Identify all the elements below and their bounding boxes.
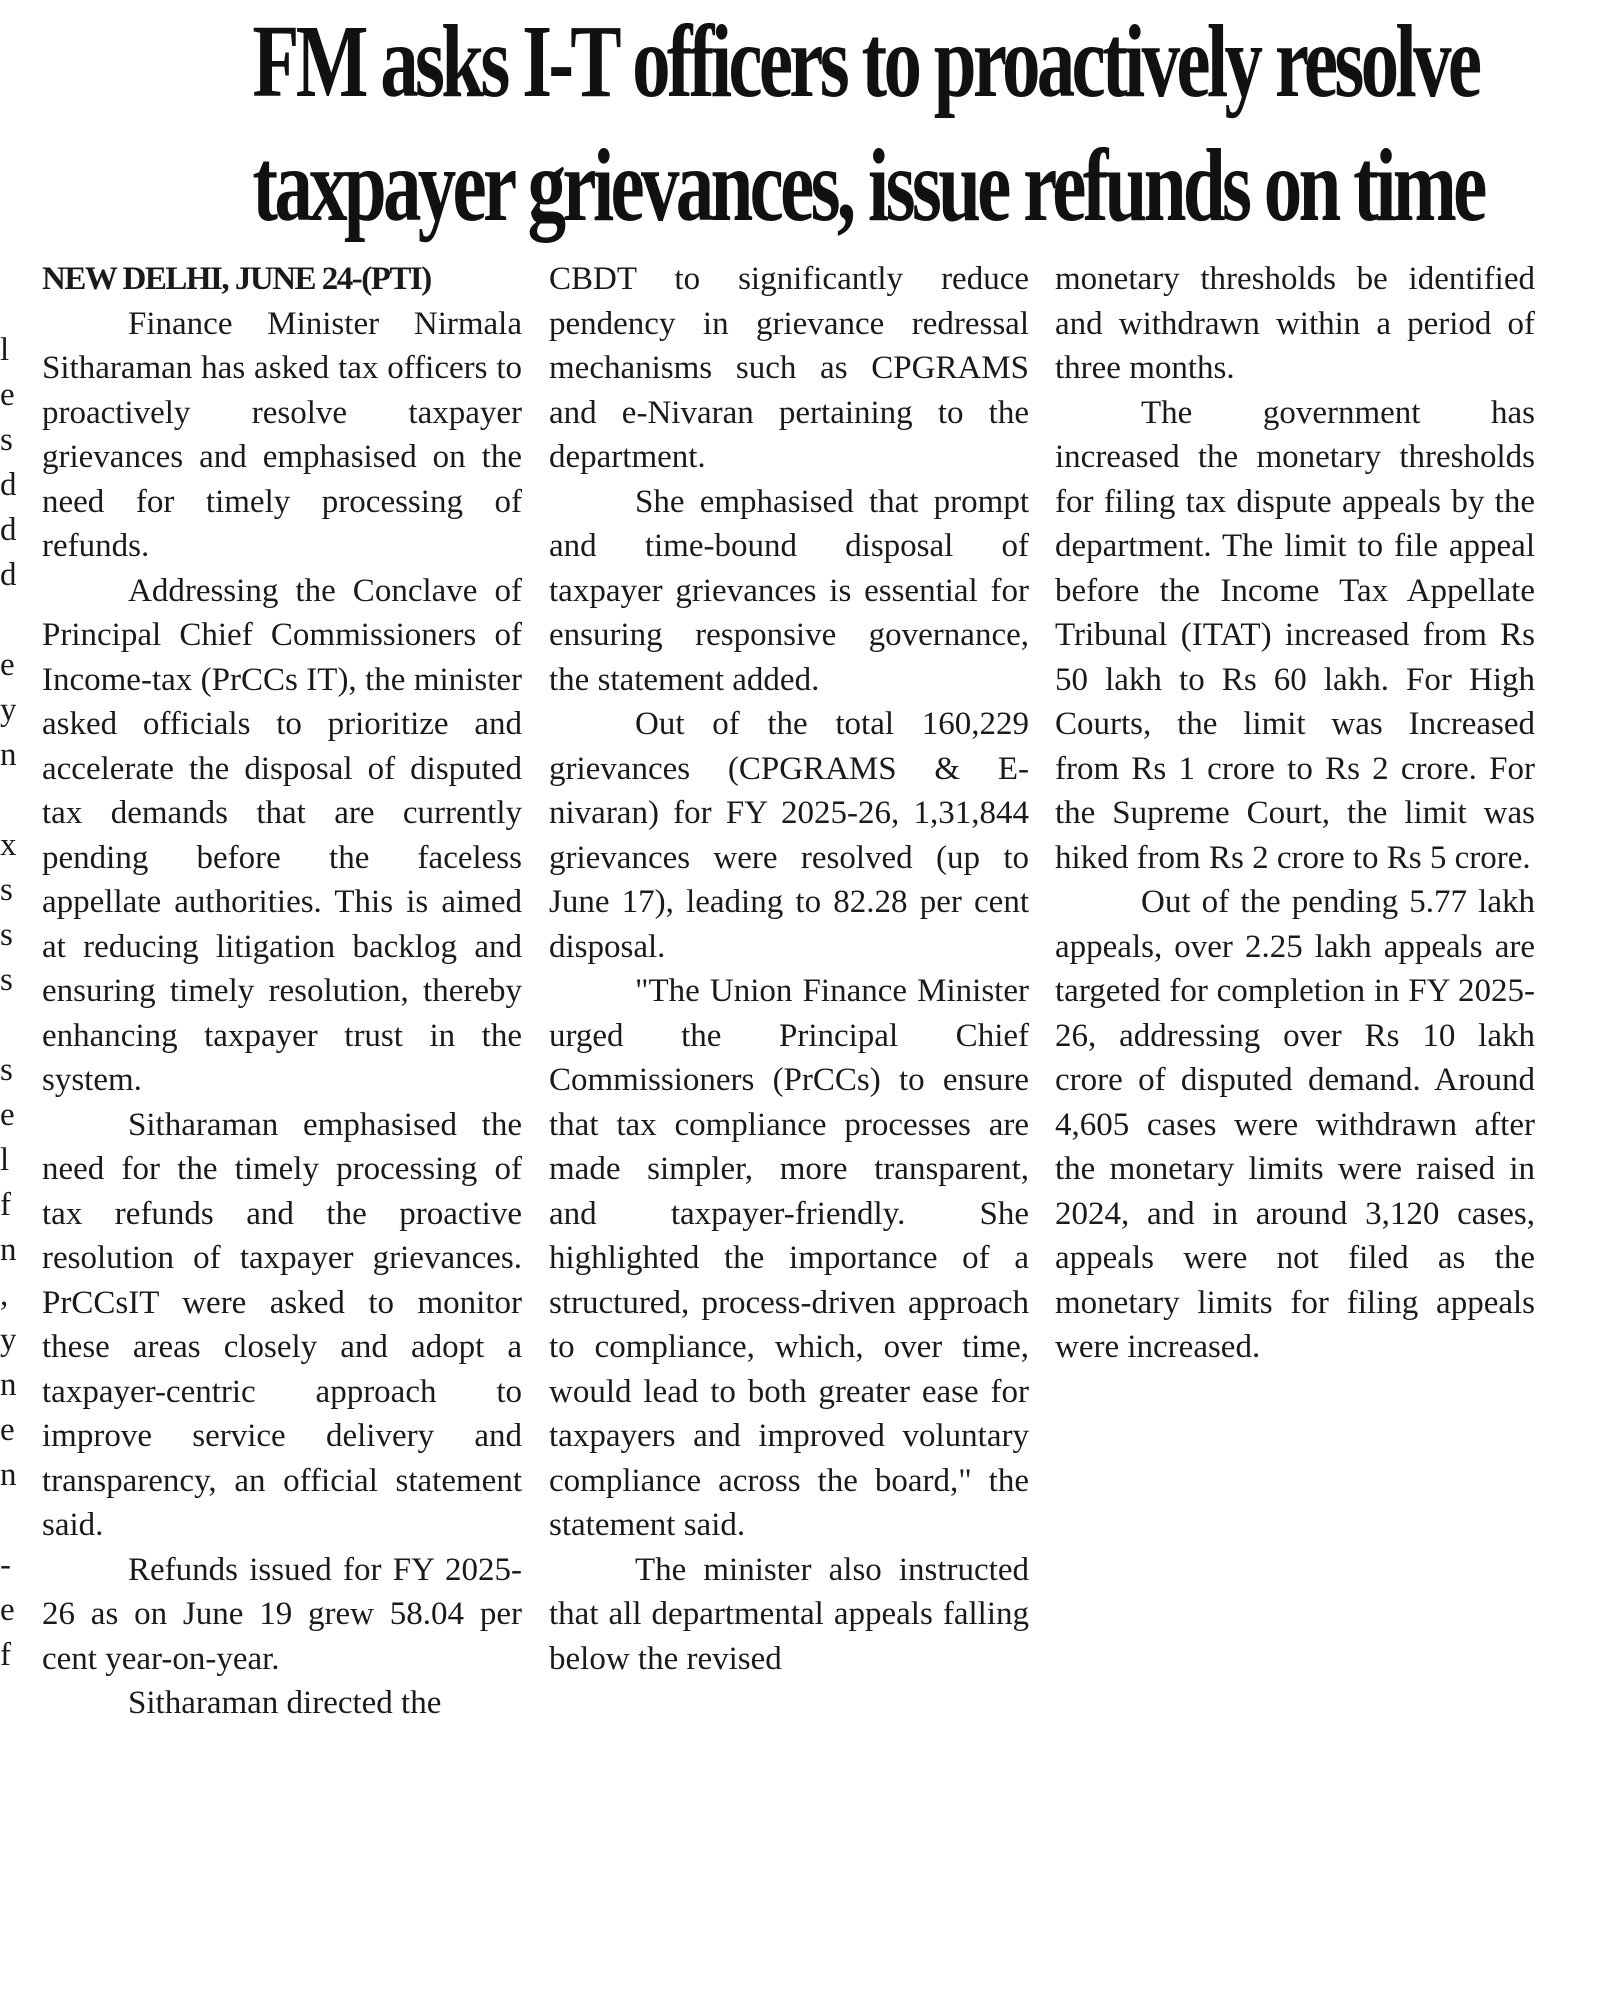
dateline-text: NEW DELHI, JUNE 24-(PTI): [42, 261, 431, 297]
edge-fragment: n: [0, 737, 16, 773]
edge-fragment: x: [0, 827, 16, 863]
edge-fragment: e: [0, 1097, 15, 1133]
article-paragraph: She emphasised that prompt and time-bound disposal of taxpayer grievances is essential for ensuring responsive governance, the statement added.: [549, 483, 1029, 698]
edge-fragment: s: [0, 962, 13, 998]
headline-line-1: FM asks I-T officers to proactively resolve: [252, 4, 1479, 119]
edge-fragment: e: [0, 1592, 15, 1628]
edge-fragment: f: [0, 1637, 11, 1673]
edge-fragment: l: [0, 1142, 10, 1178]
article-paragraph: Refunds issued for FY 2025-26 as on June 19 grew 58.04 per cent year-on-year.: [42, 1551, 522, 1677]
edge-fragment: y: [0, 692, 16, 728]
edge-fragment: n: [0, 1367, 16, 1403]
article-paragraph: Out of the total 160,229 grievances (CPGRAMS & E-nivaran) for FY 2025-26, 1,31,844 grievances were resolved (up to June 17), leading to 82.28 per cent disposal.: [549, 706, 1029, 965]
edge-fragment: d: [0, 557, 16, 593]
edge-fragment: l: [0, 332, 10, 368]
headline-line-2: taxpayer grievances, issue refunds on time: [252, 128, 1484, 243]
edge-fragment: -: [0, 1547, 11, 1583]
article-paragraph: "The Union Finance Minister urged the Principal Chief Commissioners (PrCCs) to ensure that tax compliance processes are made simpler, more transparent, and taxpayer-friendly. She highlighted the importance of a structured, process-driven approach to compliance, which, over time, would lead to both greater ease for taxpayers and improved voluntary compliance across the board," the statement said.: [549, 973, 1029, 1543]
edge-fragment: d: [0, 512, 16, 548]
article-paragraph-continued: monetary thresholds be identified and withdrawn within a period of three months.: [1055, 261, 1535, 386]
adjacent-article-edge: [0, 0, 16, 2015]
edge-fragment: d: [0, 467, 16, 503]
edge-fragment: n: [0, 1457, 16, 1493]
edge-fragment: s: [0, 917, 13, 953]
edge-fragment: e: [0, 647, 15, 683]
edge-fragment: e: [0, 1412, 15, 1448]
edge-fragment: f: [0, 1187, 11, 1223]
article-paragraph: Addressing the Conclave of Principal Chief Commissioners of Income-tax (PrCCs IT), the minister asked officials to prioritize and accelerate the disposal of disputed tax demands that are currently pending before the faceless appellate authorities. This is aimed at reducing litigation backlog and ensuring timely resolution, thereby enhancing taxpayer trust in the system.: [42, 572, 522, 1098]
article-dateline: [42, 257, 522, 302]
article-column-3: [1055, 257, 1535, 1370]
article-paragraph: Out of the pending 5.77 lakh appeals, over 2.25 lakh appeals are targeted for completion in FY 2025-26, addressing over Rs 10 lakh crore of disputed demand. Around 4,605 cases were withdrawn after the monetary limits were raised in 2024, and in around 3,120 cases, appeals were not filed as the monetary limits for filing appeals were increased.: [1055, 884, 1535, 1365]
article-paragraph-continued: CBDT to significantly reduce pendency in grievance redressal mechanisms such as CPGRAMS and e-Nivaran pertaining to the department.: [549, 261, 1029, 475]
article-paragraph: The government has increased the monetary thresholds for filing tax dispute appeals by the department. The limit to file appeal before the Income Tax Appellate Tribunal (ITAT) increased from Rs 50 lakh to Rs 60 lakh. For High Courts, the limit was Increased from Rs 1 crore to Rs 2 crore. For the Supreme Court, the limit was hiked from Rs 2 crore to Rs 5 crore.: [1055, 394, 1535, 876]
edge-fragment: n: [0, 1232, 16, 1268]
article-paragraph: Finance Minister Nirmala Sitharaman has asked tax officers to proactively resolve taxpayer grievances and emphasised on the need for timely processing of refunds.: [42, 305, 522, 564]
article-headline: [252, 0, 1484, 248]
edge-fragment: e: [0, 377, 15, 413]
edge-fragment: y: [0, 1322, 16, 1358]
article-paragraph: Sitharaman emphasised the need for the timely processing of tax refunds and the proactive resolution of taxpayer grievances. PrCCsIT were asked to monitor these areas closely and adopt a taxpayer-centric approach to improve service delivery and transparency, an official statement said.: [42, 1106, 522, 1543]
edge-fragment: s: [0, 872, 13, 908]
article-column-1: [42, 257, 522, 1726]
edge-fragment: s: [0, 422, 13, 458]
edge-fragment: ,: [0, 1277, 9, 1313]
article-paragraph: Sitharaman directed the: [128, 1685, 442, 1721]
edge-fragment: s: [0, 1052, 13, 1088]
article-column-2: [549, 257, 1029, 1681]
article-paragraph: The minister also instructed that all departmental appeals falling below the revised: [549, 1551, 1029, 1677]
